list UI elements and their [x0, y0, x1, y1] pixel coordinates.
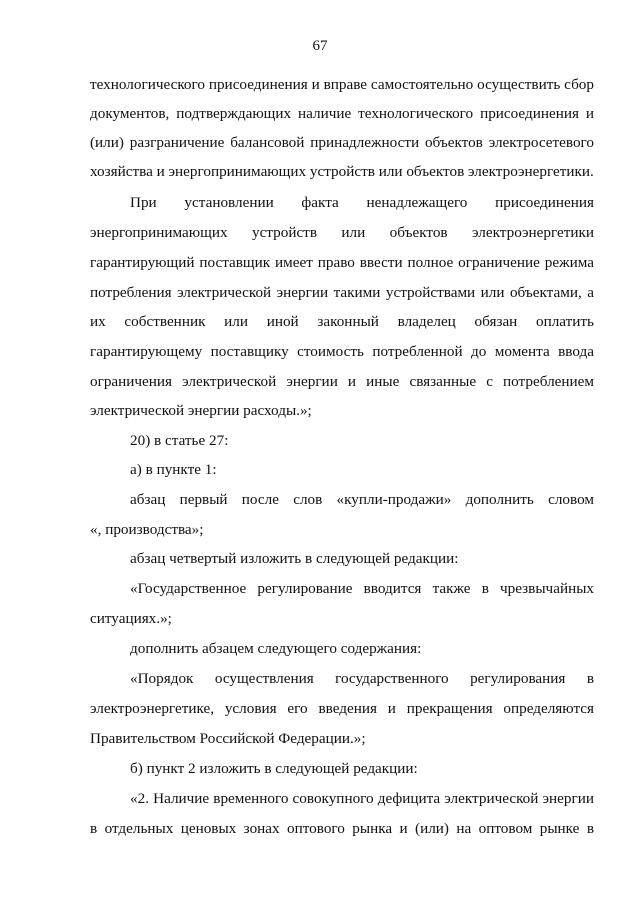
text-line: а) в пункте 1: [130, 461, 217, 478]
text-line: гарантирующему поставщику стоимость потребленной до момента ввода [90, 343, 594, 360]
text-line: Правительством Российской Федерации.»; [90, 730, 366, 747]
page-number: 67 [312, 38, 328, 54]
text-line: энергопринимающих устройств или объектов электроэнергетики [90, 224, 594, 241]
text-line: электрической энергии расходы.»; [90, 402, 312, 419]
text-line: гарантирующий поставщик имеет право ввести полное ограничение режима [90, 254, 594, 271]
text-line: документов, подтверждающих наличие технологического присоединения и [90, 105, 594, 122]
text-line: абзац четвертый изложить в следующей редакции: [130, 550, 459, 567]
text-line: хозяйства и энергопринимающих устройств или объектов электроэнергетики. [90, 163, 594, 180]
text-line: 20) в статье 27: [130, 432, 229, 449]
text-line: ограничения электрической энергии и иные связанные с потреблением [90, 373, 594, 390]
text-line: дополнить абзацем следующего содержания: [130, 640, 422, 657]
text-line: «Государственное регулирование вводится также в чрезвычайных [130, 580, 594, 597]
text-line: При установлении факта ненадлежащего присоединения [130, 194, 594, 211]
text-line: ситуациях.»; [90, 610, 172, 627]
text-line: «, производства»; [90, 521, 204, 538]
text-line: электроэнергетике, условия его введения и прекращения определяются [90, 700, 594, 717]
text-line: абзац первый после слов «купли-продажи» дополнить словом [130, 491, 594, 508]
text-line: «2. Наличие временного совокупного дефицита электрической энергии [130, 790, 594, 807]
text-line: (или) разграничение балансовой принадлежности объектов электросетевого [90, 134, 594, 151]
text-line: в отдельных ценовых зонах оптового рынка и (или) на оптовом рынке в [90, 820, 594, 837]
text-line: технологического присоединения и вправе самостоятельно осуществить сбор [90, 76, 594, 93]
text-line: их собственник или иной законный владелец обязан оплатить [90, 313, 594, 330]
text-line: «Порядок осуществления государственного регулирования в [130, 670, 594, 687]
text-line: б) пункт 2 изложить в следующей редакции: [130, 760, 418, 777]
text-line: потребления электрической энергии такими устройствами или объектами, а [90, 284, 594, 301]
